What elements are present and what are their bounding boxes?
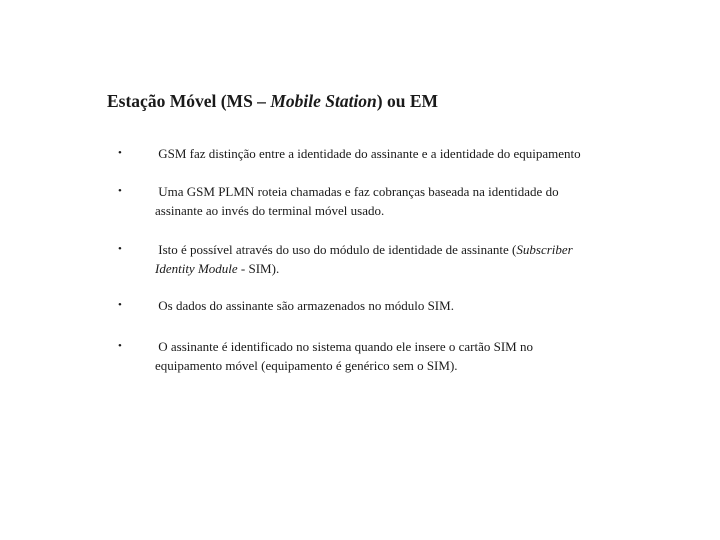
bullet-text-segment: GSM faz distinção entre a identidade do assinante e a identidade do equipamento bbox=[155, 146, 581, 161]
bullet-item bbox=[118, 240, 688, 278]
bullet-dot: • bbox=[118, 340, 122, 352]
bullet-text-segment: - SIM). bbox=[237, 261, 280, 276]
bullet-text bbox=[155, 144, 688, 163]
title-part-1: Estação Móvel (MS – bbox=[107, 91, 271, 111]
bullet-text bbox=[155, 337, 688, 375]
bullet-dot: • bbox=[118, 299, 122, 311]
bullet-text-italic-segment: Subscriber Identity Module bbox=[155, 242, 573, 276]
title-part-2-italic: Mobile Station bbox=[270, 91, 377, 111]
bullet-text-segment: Isto é possível através do uso do módulo de identidade de assinante ( bbox=[155, 242, 517, 257]
bullet-item bbox=[118, 296, 688, 315]
bullet-item bbox=[118, 144, 688, 163]
bullet-text-segment: Uma GSM PLMN roteia chamadas e faz cobranças baseada na identidade do assinante ao invés do terminal móvel usado. bbox=[155, 184, 559, 218]
bullet-text bbox=[155, 182, 688, 220]
bullet-text bbox=[155, 296, 688, 315]
bullet-dot: • bbox=[118, 243, 122, 255]
bullet-item bbox=[118, 182, 688, 220]
bullet-text-segment: Os dados do assinante são armazenados no módulo SIM. bbox=[155, 298, 454, 313]
bullet-text-segment: O assinante é identificado no sistema quando ele insere o cartão SIM no equipamento móvel (equipamento é genérico sem o SIM). bbox=[155, 339, 533, 373]
bullet-dot: • bbox=[118, 185, 122, 197]
bullet-dot: • bbox=[118, 147, 122, 159]
bullet-item bbox=[118, 337, 688, 375]
title-part-3: ) ou EM bbox=[376, 91, 439, 111]
bullet-text bbox=[155, 240, 688, 278]
